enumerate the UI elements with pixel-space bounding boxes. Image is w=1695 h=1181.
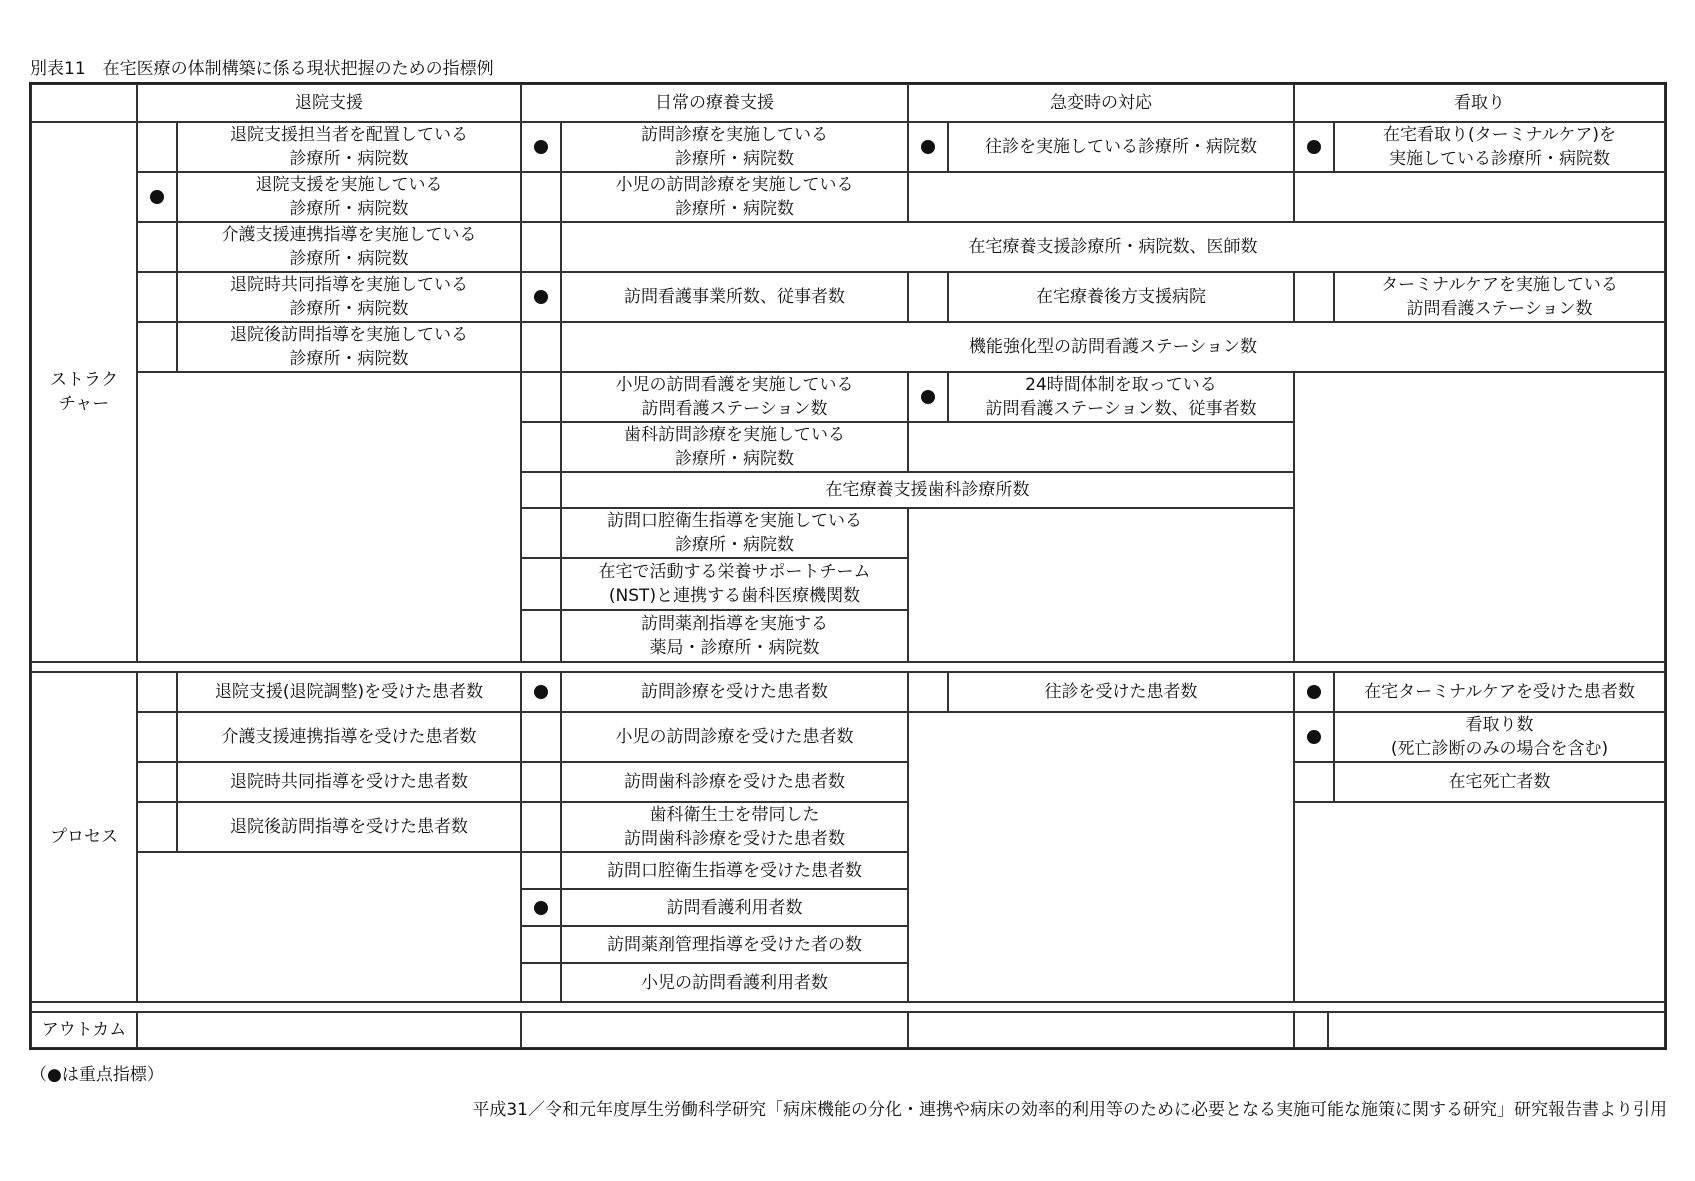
marker-cell bbox=[1294, 272, 1334, 322]
indicator-cell: 在宅療養後方支援病院 bbox=[948, 272, 1294, 322]
marker-cell bbox=[521, 712, 561, 762]
priority-dot-icon bbox=[534, 290, 548, 304]
marker-cell bbox=[137, 672, 177, 712]
marker-cell bbox=[521, 610, 561, 662]
outcome-cell bbox=[521, 1012, 908, 1048]
empty-cell bbox=[137, 852, 521, 1002]
empty-cell bbox=[1294, 372, 1665, 662]
indicator-span-cell: 在宅療養支援歯科診療所数 bbox=[561, 472, 1294, 508]
indicator-cell: 訪問薬剤指導を実施する 薬局・診療所・病院数 bbox=[561, 610, 908, 662]
marker-cell bbox=[137, 122, 177, 172]
priority-dot-icon bbox=[534, 685, 548, 699]
marker-cell bbox=[521, 762, 561, 802]
marker-cell bbox=[1294, 762, 1334, 802]
header-taiin: 退院支援 bbox=[137, 84, 521, 122]
indicator-cell: 往診を実施している診療所・病院数 bbox=[948, 122, 1294, 172]
row-label-structure: ストラク チャー bbox=[31, 122, 137, 662]
indicator-cell: 訪問口腔衛生指導を実施している 診療所・病院数 bbox=[561, 508, 908, 558]
indicator-cell: 歯科訪問診療を実施している 診療所・病院数 bbox=[561, 422, 908, 472]
header-kyuhen: 急変時の対応 bbox=[908, 84, 1294, 122]
marker-cell bbox=[137, 172, 177, 222]
indicator-cell: 訪問薬剤管理指導を受けた者の数 bbox=[561, 926, 908, 963]
marker-cell bbox=[521, 172, 561, 222]
indicator-cell: 訪問診療を実施している 診療所・病院数 bbox=[561, 122, 908, 172]
indicator-cell: 在宅死亡者数 bbox=[1334, 762, 1665, 802]
empty-cell bbox=[1294, 172, 1665, 222]
priority-dot-icon bbox=[1307, 685, 1321, 699]
marker-cell bbox=[521, 272, 561, 322]
indicator-cell: 小児の訪問診療を受けた患者数 bbox=[561, 712, 908, 762]
marker-cell bbox=[1294, 122, 1334, 172]
indicator-cell: 小児の訪問看護利用者数 bbox=[561, 963, 908, 1002]
empty-cell bbox=[908, 508, 1294, 662]
indicator-cell: 看取り数 (死亡診断のみの場合を含む) bbox=[1334, 712, 1665, 762]
priority-dot-icon bbox=[534, 901, 548, 915]
marker-cell bbox=[521, 672, 561, 712]
indicator-cell: 訪問看護事業所数、従事者数 bbox=[561, 272, 908, 322]
priority-dot-icon bbox=[921, 390, 935, 404]
marker-cell bbox=[521, 889, 561, 926]
indicator-cell: 退院後訪問指導を受けた患者数 bbox=[177, 802, 521, 852]
marker-cell bbox=[1294, 712, 1334, 762]
marker-cell bbox=[137, 222, 177, 272]
marker-cell bbox=[521, 372, 561, 422]
indicator-cell: 退院支援を実施している 診療所・病院数 bbox=[177, 172, 521, 222]
empty-cell bbox=[1294, 802, 1665, 1002]
priority-dot-icon bbox=[1307, 140, 1321, 154]
indicator-cell: 往診を受けた患者数 bbox=[948, 672, 1294, 712]
indicator-cell: 小児の訪問診療を実施している 診療所・病院数 bbox=[561, 172, 908, 222]
priority-dot-icon bbox=[1307, 730, 1321, 744]
marker-cell bbox=[908, 372, 948, 422]
indicator-cell: 在宅ターミナルケアを受けた患者数 bbox=[1334, 672, 1665, 712]
table-title: 別表11 在宅医療の体制構築に係る現状把握のための指標例 bbox=[30, 59, 494, 79]
marker-cell bbox=[521, 422, 561, 472]
marker-cell bbox=[908, 672, 948, 712]
priority-dot-icon bbox=[150, 190, 164, 204]
marker-cell bbox=[521, 222, 561, 272]
indicator-cell: 訪問看護利用者数 bbox=[561, 889, 908, 926]
indicator-span-cell: 在宅療養支援診療所・病院数、医師数 bbox=[561, 222, 1665, 272]
marker-cell bbox=[521, 508, 561, 558]
indicator-cell: 退院時共同指導を受けた患者数 bbox=[177, 762, 521, 802]
indicator-cell: 退院後訪問指導を実施している 診療所・病院数 bbox=[177, 322, 521, 372]
indicator-cell: 介護支援連携指導を実施している 診療所・病院数 bbox=[177, 222, 521, 272]
indicator-cell: 退院支援担当者を配置している 診療所・病院数 bbox=[177, 122, 521, 172]
marker-cell bbox=[521, 122, 561, 172]
section-separator bbox=[31, 1002, 1665, 1012]
indicator-span-cell: 機能強化型の訪問看護ステーション数 bbox=[561, 322, 1665, 372]
indicator-cell: 歯科衛生士を帯同した 訪問歯科診療を受けた患者数 bbox=[561, 802, 908, 852]
section-separator bbox=[31, 662, 1665, 672]
marker-cell bbox=[1294, 672, 1334, 712]
footnote: （●は重点指標） bbox=[30, 1065, 164, 1085]
empty-cell bbox=[908, 172, 1294, 222]
indicator-cell: 訪問診療を受けた患者数 bbox=[561, 672, 908, 712]
indicator-cell: 24時間体制を取っている 訪問看護ステーション数、従事者数 bbox=[948, 372, 1294, 422]
marker-cell bbox=[521, 558, 561, 610]
marker-cell bbox=[137, 802, 177, 852]
empty-cell bbox=[137, 372, 521, 662]
marker-cell bbox=[521, 926, 561, 963]
marker-cell bbox=[908, 122, 948, 172]
marker-cell bbox=[521, 852, 561, 889]
marker-cell bbox=[521, 802, 561, 852]
indicator-cell: 退院支援(退院調整)を受けた患者数 bbox=[177, 672, 521, 712]
indicator-cell: 介護支援連携指導を受けた患者数 bbox=[177, 712, 521, 762]
marker-cell bbox=[521, 472, 561, 508]
header-nichijo: 日常の療養支援 bbox=[521, 84, 908, 122]
outcome-cell bbox=[1328, 1012, 1665, 1048]
marker-cell bbox=[137, 272, 177, 322]
indicator-cell: 小児の訪問看護を実施している 訪問看護ステーション数 bbox=[561, 372, 908, 422]
indicator-cell: 退院時共同指導を実施している 診療所・病院数 bbox=[177, 272, 521, 322]
empty-cell bbox=[908, 422, 1294, 472]
priority-dot-icon bbox=[921, 140, 935, 154]
indicator-cell: 在宅で活動する栄養サポートチーム (NST)と連携する歯科医療機関数 bbox=[561, 558, 908, 610]
empty-cell bbox=[908, 712, 1294, 1002]
marker-cell bbox=[521, 963, 561, 1002]
priority-dot-icon bbox=[534, 140, 548, 154]
outcome-cell bbox=[137, 1012, 521, 1048]
indicator-cell: 訪問歯科診療を受けた患者数 bbox=[561, 762, 908, 802]
header-corner-cell bbox=[31, 84, 137, 122]
outcome-cell bbox=[908, 1012, 1294, 1048]
row-label-process: プロセス bbox=[31, 672, 137, 1002]
marker-cell bbox=[521, 322, 561, 372]
indicator-cell: 在宅看取り(ターミナルケア)を 実施している診療所・病院数 bbox=[1334, 122, 1665, 172]
marker-cell bbox=[137, 712, 177, 762]
marker-cell bbox=[137, 762, 177, 802]
row-label-outcome: アウトカム bbox=[31, 1012, 137, 1048]
indicator-cell: ターミナルケアを実施している 訪問看護ステーション数 bbox=[1334, 272, 1665, 322]
header-mitori: 看取り bbox=[1294, 84, 1665, 122]
marker-cell bbox=[137, 322, 177, 372]
source-citation: 平成31／令和元年度厚生労働科学研究「病床機能の分化・連携や病床の効率的利用等のために必要となる実施可能な施策に関する研究」研究報告書より引用 bbox=[472, 1100, 1667, 1120]
marker-cell bbox=[908, 272, 948, 322]
indicator-cell: 訪問口腔衛生指導を受けた患者数 bbox=[561, 852, 908, 889]
marker-cell bbox=[1294, 1012, 1328, 1048]
